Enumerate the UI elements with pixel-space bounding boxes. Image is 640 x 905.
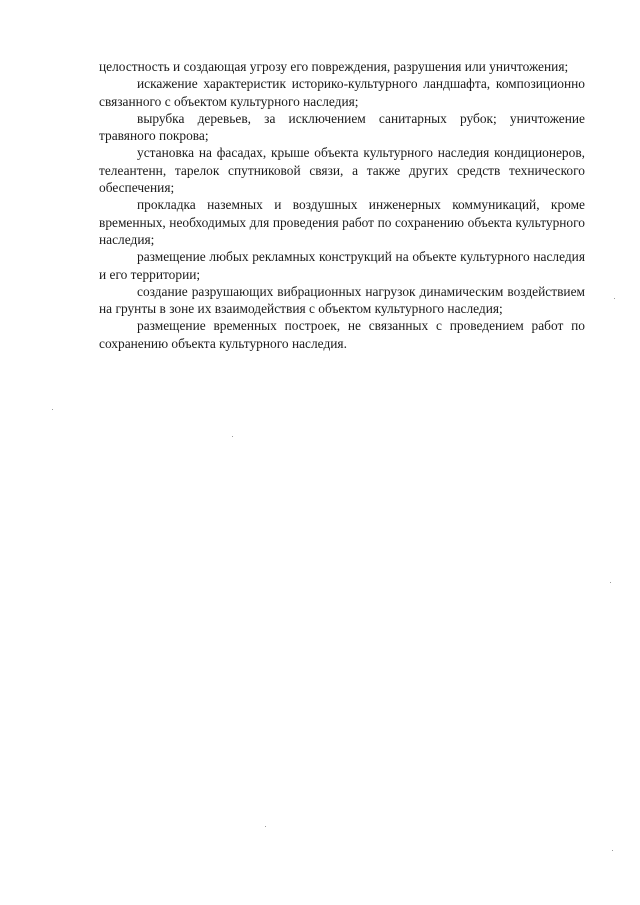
paragraph-facade-equipment: установка на фасадах, крыше объекта культурного наследия кондиционеров, телеантенн, тарелок спутниковой связи, а также других средств технического обеспечения;: [99, 145, 585, 196]
paragraph-vibration-loads: создание разрушающих вибрационных нагрузок динамическим воздействием на грунты в зоне их взаимодействия с объектом культурного наследия;: [99, 283, 585, 317]
scan-speck: [612, 850, 613, 851]
paragraph-temporary-buildings: размещение временных построек, не связанных с проведением работ по сохранению объекта культурного наследия.: [99, 318, 585, 351]
scan-speck: [610, 582, 611, 583]
paragraph-integrity-threat: целостность и создающая угрозу его повреждения, разрушения или уничтожения;: [99, 59, 569, 74]
scan-speck: [614, 298, 615, 299]
paragraph-tree-felling: вырубка деревьев, за исключением санитарных рубок; уничтожение травяного покрова;: [99, 110, 585, 144]
scan-speck: [52, 409, 53, 410]
paragraph-advertising: размещение любых рекламных конструкций на объекте культурного наследия и его территории;: [99, 249, 585, 282]
paragraph-landscape-distortion: искажение характеристик историко-культурного ландшафта, композиционно связанного с объектом культурного наследия;: [99, 76, 585, 109]
scan-speck: [265, 826, 266, 827]
scan-speck: [232, 436, 233, 437]
paragraph-utility-lines: прокладка наземных и воздушных инженерных коммуникаций, кроме временных, необходимых для проведения работ по сохранению объекта культурного наследия;: [99, 197, 585, 247]
document-body: [99, 58, 585, 352]
